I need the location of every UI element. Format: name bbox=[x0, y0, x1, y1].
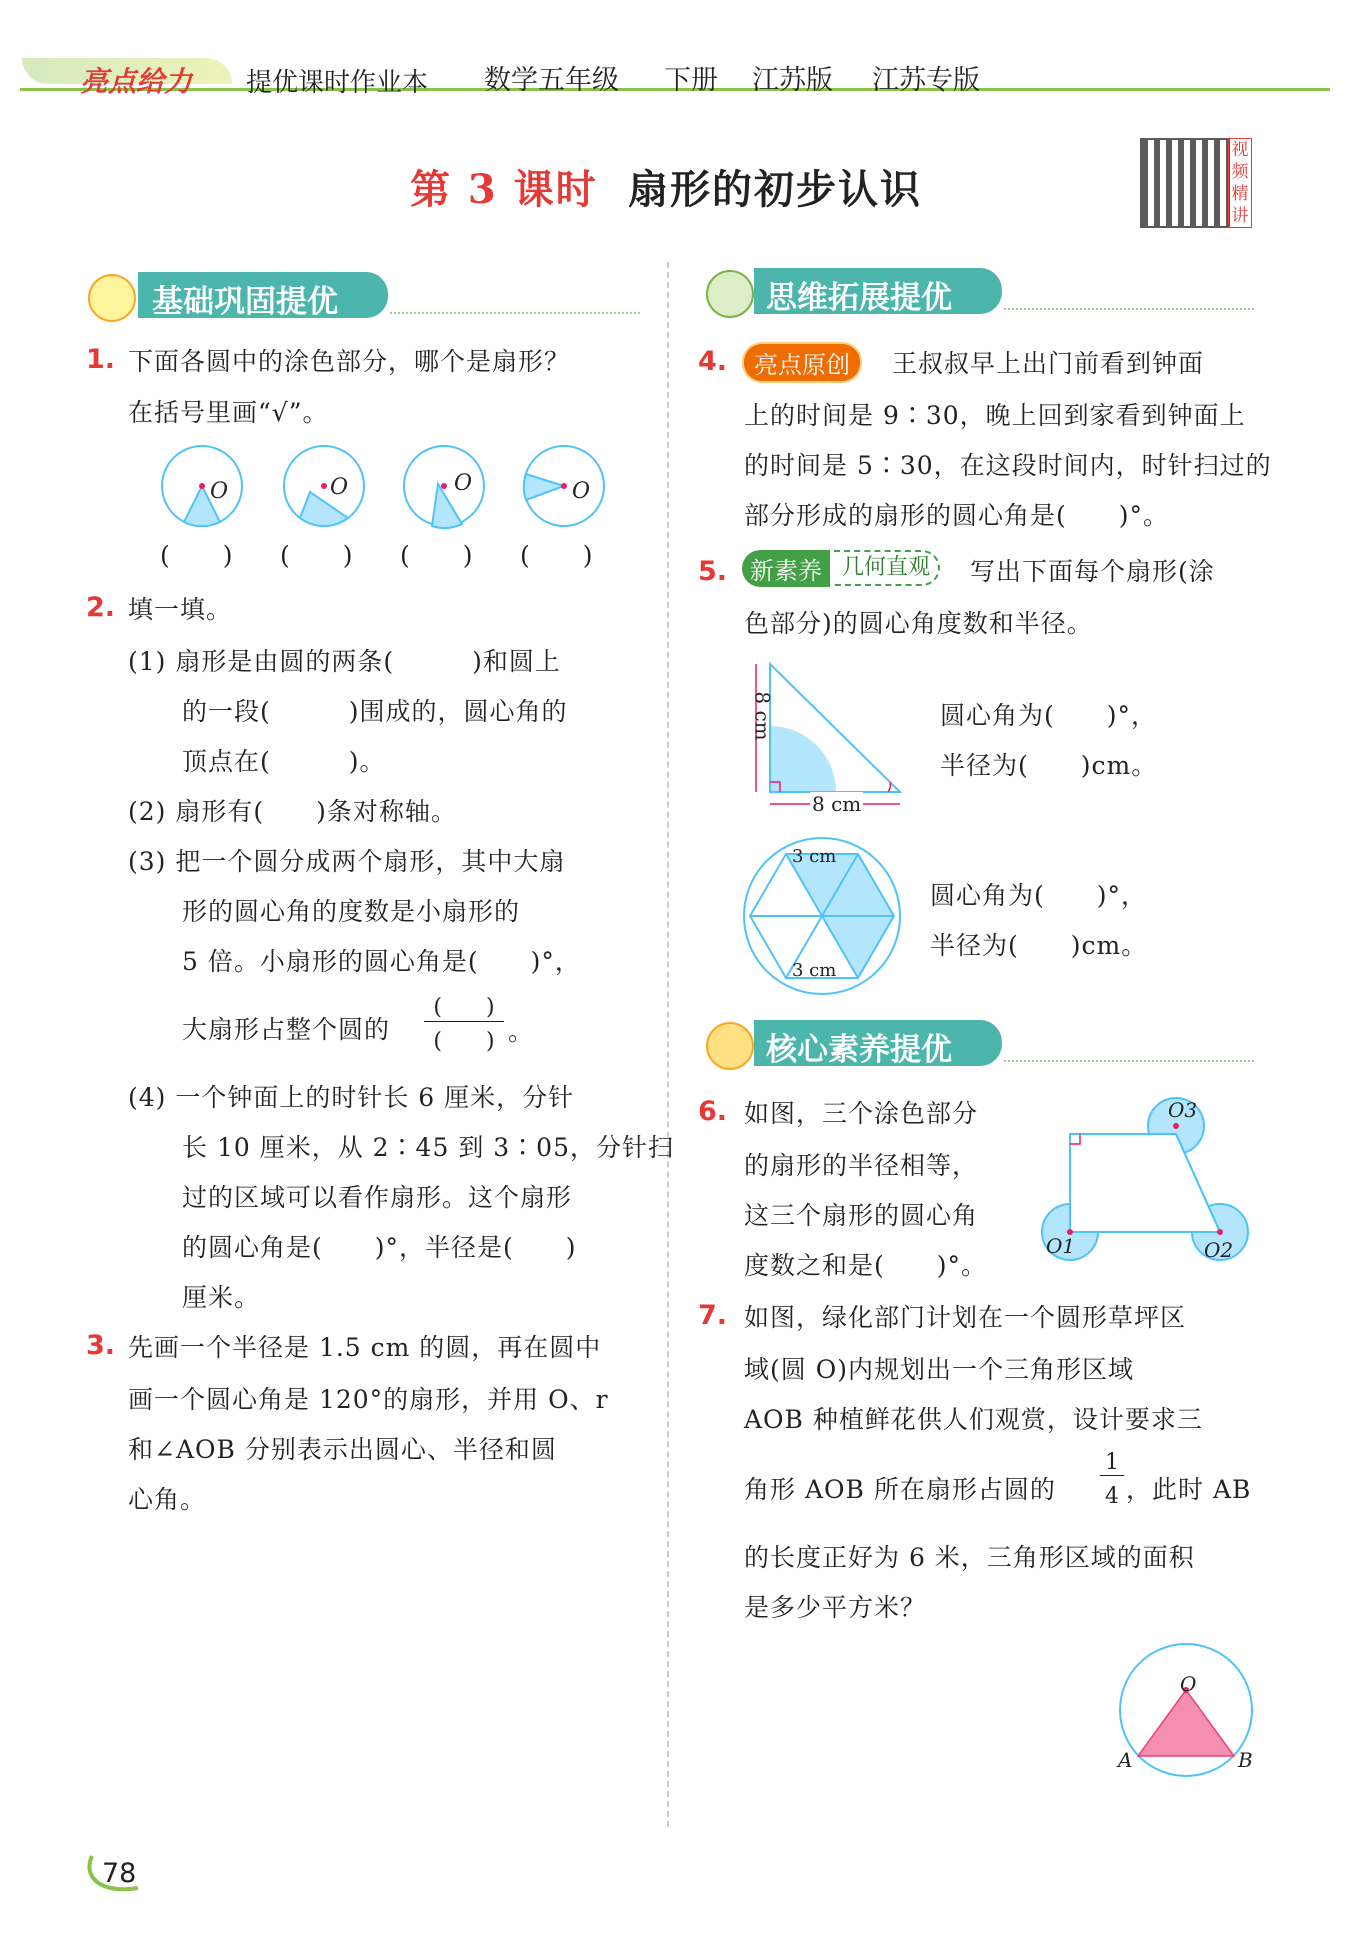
question-number-6: 6. bbox=[698, 1096, 728, 1127]
page-number: 78 bbox=[102, 1858, 137, 1889]
q2-line-8: 大扇形占整个圆的 bbox=[182, 1015, 391, 1044]
section-dotline bbox=[1004, 1060, 1254, 1062]
q2-line-4: (2) 扇形有( )条对称轴。 bbox=[128, 797, 457, 826]
tag-original: 亮点原创 bbox=[742, 342, 862, 383]
q3-line-1: 先画一个半径是 1.5 cm 的圆，再在圆中 bbox=[128, 1333, 602, 1362]
q7-line-5: ，此时 AB bbox=[1126, 1475, 1252, 1504]
q2-period: 。 bbox=[508, 1017, 535, 1046]
q2-line-5: (3) 把一个圆分成两个扇形，其中大扇 bbox=[128, 847, 566, 876]
tag-geometry: 几何直观 bbox=[834, 550, 940, 586]
q7-label-o: O bbox=[1180, 1672, 1197, 1696]
q2-line-10: 长 10 厘米，从 2∶45 到 3∶05，分针扫 bbox=[182, 1133, 674, 1162]
q1-answer-paren-1[interactable]: ( ) bbox=[160, 541, 234, 570]
q1-answer-paren-2[interactable]: ( ) bbox=[280, 541, 354, 570]
column-divider bbox=[667, 262, 669, 1827]
q1-line-1: 下面各圆中的涂色部分，哪个是扇形？ bbox=[128, 347, 571, 376]
q2-line-11: 过的区域可以看作扇形。这个扇形 bbox=[182, 1183, 573, 1212]
q5-fig2-label-bottom: 3 cm bbox=[792, 960, 837, 981]
q3-line-3: 和∠AOB 分别表示出圆心、半径和圆 bbox=[128, 1435, 557, 1464]
q1-line-2: 在括号里画“√”。 bbox=[128, 398, 329, 427]
q7-line-3: AOB 种植鲜花供人们观赏，设计要求三 bbox=[744, 1405, 1203, 1434]
gear-icon bbox=[88, 274, 136, 322]
q6-label-o1: O1 bbox=[1046, 1234, 1076, 1258]
svg-text:O: O bbox=[210, 479, 229, 504]
q4-line-3: 的时间是 5∶30，在这段时间内，时针扫过的 bbox=[744, 451, 1272, 480]
q6-line-1: 如图，三个涂色部分 bbox=[744, 1099, 979, 1128]
q5-fig1-answer-radius: 半径为( )cm。 bbox=[940, 751, 1158, 780]
q2-line-6: 形的圆心角的度数是小扇形的 bbox=[182, 897, 521, 926]
q3-line-4: 心角。 bbox=[128, 1485, 207, 1514]
section-title-basic: 基础巩固提优 bbox=[152, 284, 338, 320]
q2-line-9: (4) 一个钟面上的时针长 6 厘米，分针 bbox=[128, 1083, 575, 1112]
q5-line-1: 写出下面每个扇形(涂 bbox=[970, 557, 1215, 586]
svg-text:O: O bbox=[572, 479, 591, 504]
q7-figure-circle-triangle bbox=[1116, 1640, 1256, 1780]
q2-line-13: 厘米。 bbox=[182, 1283, 261, 1312]
q2-line-12: 的圆心角是( )°，半径是( ) bbox=[182, 1233, 577, 1262]
q1-circles-figure bbox=[160, 444, 610, 534]
q4-line-1: 王叔叔早上出门前看到钟面 bbox=[892, 349, 1205, 378]
q1-answer-paren-4[interactable]: ( ) bbox=[520, 541, 594, 570]
question-number-7: 7. bbox=[698, 1300, 728, 1331]
q7-line-4: 角形 AOB 所在扇形占圆的 bbox=[744, 1475, 1056, 1504]
header-edition: 江苏版 bbox=[752, 65, 833, 96]
question-number-1: 1. bbox=[86, 344, 116, 375]
tag-new-literacy: 新素养 bbox=[742, 550, 830, 587]
question-number-3: 3. bbox=[86, 1330, 116, 1361]
q5-fig2-answer-radius: 半径为( )cm。 bbox=[930, 931, 1148, 960]
q5-line-2: 色部分)的圆心角度数和半径。 bbox=[744, 609, 1093, 638]
q7-line-6: 的长度正好为 6 米，三角形区域的面积 bbox=[744, 1543, 1195, 1572]
q2-fraction-top: ( ) bbox=[424, 990, 504, 1022]
header-grade: 数学五年级 bbox=[484, 65, 619, 96]
q5-fig2-answer-angle: 圆心角为( )°， bbox=[930, 881, 1148, 910]
q3-line-2: 画一个圆心角是 120°的扇形，并用 O、r bbox=[128, 1385, 609, 1414]
header-volume: 下册 bbox=[664, 65, 718, 96]
q7-label-a: A bbox=[1118, 1748, 1133, 1772]
q5-fig2-label-top: 3 cm bbox=[792, 846, 837, 867]
qr-code-icon[interactable] bbox=[1140, 138, 1230, 228]
q6-line-3: 这三个扇形的圆心角 bbox=[744, 1201, 979, 1230]
q6-label-o2: O2 bbox=[1204, 1238, 1234, 1262]
lesson-title: 扇形的初步认识 bbox=[628, 166, 922, 213]
q5-fig1-vertical-label: 8 cm bbox=[750, 691, 775, 741]
header-special: 江苏专版 bbox=[872, 65, 980, 96]
q1-answer-paren-3[interactable]: ( ) bbox=[400, 541, 474, 570]
q2-line-7: 5 倍。小扇形的圆心角是( )°， bbox=[182, 947, 581, 976]
section-dotline bbox=[1004, 308, 1254, 310]
q5-fig1-answer-angle: 圆心角为( )°， bbox=[940, 701, 1158, 730]
q4-line-4: 部分形成的扇形的圆心角是( )°。 bbox=[744, 501, 1170, 530]
q6-label-o3: O3 bbox=[1168, 1098, 1198, 1122]
section-title-thinking: 思维拓展提优 bbox=[766, 280, 952, 316]
trophy-icon bbox=[706, 1022, 754, 1070]
question-number-5: 5. bbox=[698, 556, 728, 587]
q6-line-2: 的扇形的半径相等， bbox=[744, 1151, 979, 1180]
q2-line-3: 顶点在( )。 bbox=[182, 747, 386, 776]
qr-label: 视频精讲 bbox=[1228, 138, 1252, 228]
q7-line-2: 域(圆 O)内规划出一个三角形区域 bbox=[744, 1355, 1134, 1384]
q6-line-4: 度数之和是( )°。 bbox=[744, 1251, 988, 1280]
brand-logo: 亮点给力 bbox=[80, 65, 193, 98]
q2-line-2: 的一段( )围成的，圆心角的 bbox=[182, 697, 568, 726]
svg-text:O: O bbox=[454, 471, 473, 496]
q7-line-1: 如图，绿化部门计划在一个圆形草坪区 bbox=[744, 1303, 1187, 1332]
section-dotline bbox=[390, 312, 640, 314]
q7-fraction-numerator: 1 bbox=[1100, 1450, 1124, 1476]
q2-line-1: (1) 扇形是由圆的两条( )和圆上 bbox=[128, 647, 561, 676]
sprout-icon bbox=[706, 270, 754, 318]
svg-text:O: O bbox=[330, 475, 349, 500]
q7-fraction-denominator: 4 bbox=[1105, 1484, 1119, 1509]
q2-fraction-bottom: ( ) bbox=[433, 1029, 495, 1054]
q7-line-7: 是多少平方米？ bbox=[744, 1593, 927, 1622]
q4-line-2: 上的时间是 9∶30，晚上回到家看到钟面上 bbox=[744, 401, 1246, 430]
section-title-core: 核心素养提优 bbox=[766, 1032, 952, 1068]
lesson-number: 第 3 课时 bbox=[410, 166, 598, 213]
question-number-2: 2. bbox=[86, 592, 116, 623]
question-number-4: 4. bbox=[698, 346, 728, 377]
q5-fig1-horizontal-label: 8 cm bbox=[812, 792, 862, 816]
q7-label-b: B bbox=[1238, 1748, 1253, 1772]
brand-subtitle: 提优课时作业本 bbox=[246, 68, 429, 98]
q2-intro: 填一填。 bbox=[128, 595, 233, 624]
